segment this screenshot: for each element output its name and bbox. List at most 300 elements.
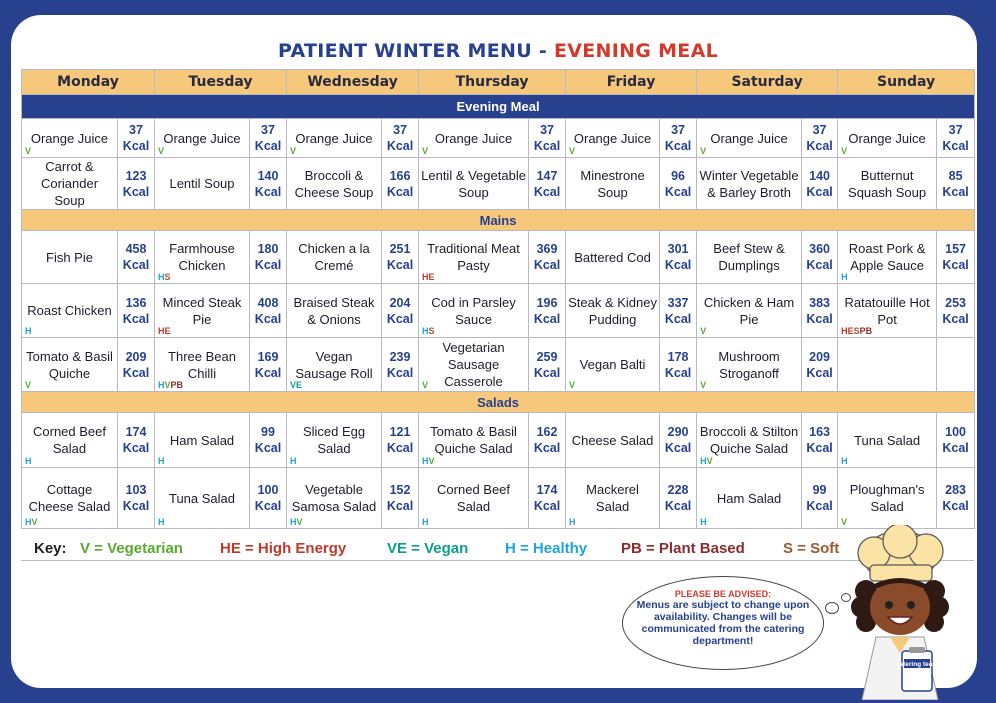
dietary-tags bbox=[290, 146, 296, 156]
section-evening-meal-row bbox=[22, 95, 975, 119]
menu-item-name: Broccoli & Stilton Quiche Salad bbox=[699, 424, 799, 456]
menu-item-name: Farmhouse Chicken bbox=[169, 241, 235, 273]
day-header: Tuesday bbox=[155, 70, 287, 95]
menu-item-name: Orange Juice bbox=[710, 130, 788, 146]
kcal-value: 174 bbox=[125, 425, 147, 439]
section-salads: Salads bbox=[22, 392, 975, 413]
menu-item-name: Carrot & Coriander Soup bbox=[40, 159, 99, 208]
kcal-unit: Kcal bbox=[386, 365, 414, 380]
menu-item-name: Three Bean Chilli bbox=[168, 348, 236, 381]
kcal-cell bbox=[382, 468, 419, 529]
menu-title bbox=[0, 40, 996, 62]
dietary-tag-h: H bbox=[422, 326, 429, 336]
menu-row bbox=[22, 468, 975, 529]
kcal-value: 140 bbox=[257, 168, 279, 183]
kcal-cell bbox=[660, 119, 697, 158]
menu-item-name: Orange Juice bbox=[848, 130, 926, 146]
kcal-cell bbox=[250, 231, 287, 284]
menu-item bbox=[697, 231, 802, 284]
kcal-cell bbox=[118, 468, 155, 529]
kcal-value: 123 bbox=[125, 168, 147, 183]
menu-table bbox=[21, 69, 975, 529]
kcal-unit: Kcal bbox=[533, 441, 561, 455]
dietary-tag-v: V bbox=[569, 146, 576, 156]
kcal-cell bbox=[802, 413, 838, 468]
menu-item-name: Chicken & Ham Pie bbox=[703, 294, 795, 327]
kcal-cell bbox=[250, 158, 287, 210]
menu-item bbox=[697, 338, 802, 392]
menu-item bbox=[22, 468, 118, 529]
kcal-unit: Kcal bbox=[806, 258, 833, 272]
dietary-tags bbox=[422, 326, 435, 336]
menu-item bbox=[566, 468, 660, 529]
dietary-tags bbox=[158, 146, 164, 156]
key-plant-based: PB = Plant Based bbox=[621, 540, 745, 557]
menu-item bbox=[287, 231, 382, 284]
dietary-tag-s: S bbox=[164, 272, 171, 282]
dietary-tag-h: H bbox=[158, 272, 165, 282]
dietary-tag-h: H bbox=[158, 380, 165, 390]
day-header: Friday bbox=[566, 70, 697, 95]
menu-item-name: Orange Juice bbox=[163, 130, 241, 146]
menu-item bbox=[838, 413, 937, 468]
kcal-cell bbox=[250, 413, 287, 468]
kcal-cell bbox=[118, 158, 155, 210]
dietary-tags bbox=[25, 380, 31, 390]
dietary-tags bbox=[290, 517, 303, 527]
kcal-value: 152 bbox=[389, 483, 411, 497]
key-healthy: H = Healthy bbox=[505, 540, 588, 557]
menu-row bbox=[22, 119, 975, 158]
menu-item-name: Roast Chicken bbox=[27, 303, 112, 318]
kcal-unit: Kcal bbox=[386, 184, 414, 199]
menu-item-name: Mushroom Stroganoff bbox=[718, 348, 780, 381]
menu-item bbox=[697, 284, 802, 338]
dietary-tag-h: H bbox=[25, 326, 32, 336]
key-soft: S = Soft bbox=[783, 540, 840, 557]
dietary-key bbox=[21, 538, 974, 561]
kcal-cell bbox=[529, 468, 566, 529]
dietary-tag-v: V bbox=[25, 146, 32, 156]
kcal-unit: Kcal bbox=[254, 184, 282, 199]
kcal-cell bbox=[802, 231, 838, 284]
menu-item bbox=[838, 158, 937, 210]
kcal-cell bbox=[250, 338, 287, 392]
chef-illustration bbox=[838, 525, 968, 700]
menu-item bbox=[155, 284, 250, 338]
menu-item-name: Vegetarian Sausage Casserole bbox=[442, 340, 505, 389]
dietary-tag-v: V bbox=[31, 517, 38, 527]
kcal-cell bbox=[937, 284, 975, 338]
dietary-tags bbox=[700, 146, 706, 156]
menu-item-name: Steak & Kidney Pudding bbox=[568, 294, 657, 327]
kcal-value: 100 bbox=[257, 483, 279, 497]
key-vegan: VE = Vegan bbox=[387, 540, 469, 557]
kcal-value: 196 bbox=[536, 295, 558, 310]
menu-title-main: PATIENT WINTER MENU - bbox=[278, 40, 554, 62]
menu-item-name: Chicken a la Cremé bbox=[298, 241, 370, 273]
dietary-tags bbox=[422, 380, 428, 390]
kcal-cell bbox=[802, 468, 838, 529]
kcal-cell bbox=[529, 119, 566, 158]
kcal-unit: Kcal bbox=[122, 441, 150, 455]
kcal-unit: Kcal bbox=[664, 365, 692, 380]
kcal-unit: Kcal bbox=[254, 499, 282, 513]
menu-item-name: Corned Beef Salad bbox=[437, 482, 511, 514]
kcal-value: 147 bbox=[536, 168, 558, 183]
dietary-tags bbox=[569, 517, 576, 527]
kcal-unit: Kcal bbox=[254, 311, 282, 326]
kcal-unit: Kcal bbox=[533, 499, 561, 513]
kcal-value: 301 bbox=[667, 242, 689, 256]
menu-title-meal: EVENING MEAL bbox=[553, 40, 718, 62]
dietary-tags bbox=[700, 517, 707, 527]
menu-item-name: Fish Pie bbox=[46, 249, 93, 265]
menu-item bbox=[838, 231, 937, 284]
catering-team-clipboard-icon bbox=[902, 647, 932, 691]
kcal-unit: Kcal bbox=[533, 258, 561, 272]
kcal-value: 458 bbox=[125, 242, 147, 256]
menu-item-name: Cheese Salad bbox=[571, 432, 654, 448]
dietary-tag-h: H bbox=[569, 517, 576, 527]
kcal-cell bbox=[118, 231, 155, 284]
dietary-tag-v: V bbox=[290, 146, 297, 156]
kcal-unit: Kcal bbox=[386, 311, 414, 326]
kcal-value: 174 bbox=[536, 483, 558, 497]
kcal-value: 251 bbox=[389, 242, 411, 256]
kcal-unit: Kcal bbox=[942, 184, 969, 199]
dietary-tag-h: H bbox=[422, 517, 429, 527]
kcal-unit: Kcal bbox=[122, 139, 150, 153]
menu-item bbox=[697, 158, 802, 210]
kcal-unit: Kcal bbox=[386, 139, 414, 153]
dietary-tag-pb: PB bbox=[859, 326, 873, 336]
menu-item bbox=[419, 338, 529, 392]
kcal-value: 99 bbox=[812, 483, 827, 497]
menu-item bbox=[155, 231, 250, 284]
dietary-tags bbox=[422, 456, 435, 466]
kcal-cell bbox=[660, 413, 697, 468]
dietary-tags bbox=[841, 456, 848, 466]
dietary-tag-v: V bbox=[158, 146, 165, 156]
kcal-cell bbox=[118, 119, 155, 158]
menu-item-name: Tuna Salad bbox=[854, 432, 921, 448]
kcal-unit: Kcal bbox=[533, 311, 561, 326]
kcal-unit: Kcal bbox=[254, 258, 282, 272]
kcal-value: 37 bbox=[393, 123, 407, 137]
kcal-cell bbox=[250, 119, 287, 158]
kcal-cell bbox=[937, 119, 975, 158]
kcal-value: 166 bbox=[389, 168, 411, 183]
dietary-tag-v: V bbox=[569, 380, 576, 390]
kcal-cell bbox=[660, 158, 697, 210]
menu-item-name: Ham Salad bbox=[716, 490, 782, 506]
day-header-row bbox=[22, 70, 975, 95]
kcal-cell bbox=[382, 338, 419, 392]
menu-item-name: Tomato & Basil Quiche bbox=[26, 348, 113, 381]
menu-item bbox=[155, 413, 250, 468]
kcal-unit: Kcal bbox=[806, 139, 833, 153]
kcal-unit: Kcal bbox=[806, 365, 833, 380]
menu-item bbox=[287, 284, 382, 338]
menu-row bbox=[22, 413, 975, 468]
kcal-value: 100 bbox=[945, 425, 966, 439]
menu-item-name: Corned Beef Salad bbox=[33, 424, 106, 456]
kcal-value: 253 bbox=[945, 295, 966, 310]
kcal-unit: Kcal bbox=[254, 139, 282, 153]
menu-item bbox=[566, 413, 660, 468]
menu-item bbox=[287, 413, 382, 468]
menu-item-name: Lentil Soup bbox=[169, 176, 235, 191]
menu-item-name: Sliced Egg Salad bbox=[302, 424, 366, 456]
menu-item bbox=[155, 338, 250, 392]
dietary-tag-v: V bbox=[700, 326, 707, 336]
menu-item bbox=[155, 119, 250, 158]
menu-item-name: Braised Steak & Onions bbox=[293, 294, 375, 327]
kcal-unit: Kcal bbox=[806, 441, 833, 455]
kcal-value: 37 bbox=[671, 123, 685, 137]
menu-item bbox=[697, 413, 802, 468]
dietary-tags bbox=[700, 380, 706, 390]
dietary-tags bbox=[700, 326, 706, 336]
kcal-unit: Kcal bbox=[942, 311, 969, 326]
menu-item bbox=[838, 468, 937, 529]
dietary-tag-h: H bbox=[700, 456, 707, 466]
kcal-cell bbox=[937, 468, 975, 529]
menu-item bbox=[566, 119, 660, 158]
kcal-unit: Kcal bbox=[806, 184, 833, 199]
kcal-cell bbox=[529, 158, 566, 210]
dietary-tags bbox=[25, 517, 38, 527]
kcal-unit: Kcal bbox=[254, 365, 282, 380]
menu-item bbox=[419, 231, 529, 284]
menu-item bbox=[566, 284, 660, 338]
dietary-tags bbox=[290, 380, 302, 390]
kcal-unit: Kcal bbox=[386, 499, 414, 513]
dietary-tags bbox=[422, 517, 429, 527]
kcal-value: 239 bbox=[389, 349, 411, 364]
menu-item bbox=[419, 468, 529, 529]
kcal-cell bbox=[529, 284, 566, 338]
kcal-cell bbox=[118, 284, 155, 338]
dietary-tag-v: V bbox=[841, 146, 848, 156]
dietary-tag-v: V bbox=[164, 380, 171, 390]
dietary-tags bbox=[158, 326, 171, 336]
kcal-unit: Kcal bbox=[122, 258, 150, 272]
kcal-value: 383 bbox=[809, 295, 830, 310]
menu-item-name: Lentil & Vegetable Soup bbox=[421, 167, 526, 200]
menu-item bbox=[419, 284, 529, 338]
menu-item bbox=[419, 413, 529, 468]
key-label: Key: bbox=[34, 540, 67, 557]
dietary-tags bbox=[158, 517, 165, 527]
dietary-tag-h: H bbox=[290, 517, 297, 527]
menu-item-name: Beef Stew & Dumplings bbox=[713, 241, 785, 273]
kcal-unit: Kcal bbox=[533, 184, 561, 199]
dietary-tag-v: V bbox=[422, 380, 429, 390]
kcal-cell bbox=[250, 468, 287, 529]
kcal-value: 178 bbox=[667, 349, 689, 364]
dietary-tag-h: H bbox=[700, 517, 707, 527]
menu-item-name: Orange Juice bbox=[573, 130, 652, 146]
kcal-unit: Kcal bbox=[664, 139, 692, 153]
menu-item-name: Minestrone Soup bbox=[580, 167, 645, 200]
menu-item-name: Ratatouille Hot Pot bbox=[844, 294, 930, 327]
dietary-tags bbox=[158, 272, 171, 282]
kcal-cell bbox=[382, 284, 419, 338]
dietary-tags bbox=[25, 456, 32, 466]
kcal-value: 337 bbox=[667, 295, 689, 310]
kcal-cell bbox=[802, 284, 838, 338]
menu-item-name: Orange Juice bbox=[30, 130, 109, 146]
menu-item bbox=[287, 468, 382, 529]
dietary-tags bbox=[290, 456, 297, 466]
kcal-value: 180 bbox=[257, 242, 279, 256]
kcal-cell bbox=[529, 231, 566, 284]
kcal-cell bbox=[382, 413, 419, 468]
kcal-unit: Kcal bbox=[122, 365, 150, 380]
menu-item bbox=[566, 231, 660, 284]
advisory-bubble bbox=[622, 576, 824, 670]
menu-item-name: Vegetable Samosa Salad bbox=[291, 482, 377, 514]
kcal-cell bbox=[802, 158, 838, 210]
dietary-tag-v: V bbox=[700, 146, 707, 156]
menu-item bbox=[697, 468, 802, 529]
dietary-tags bbox=[841, 272, 848, 282]
kcal-value: 37 bbox=[948, 123, 963, 137]
chef-badge-label: catering team bbox=[895, 661, 939, 668]
section-mains: Mains bbox=[22, 210, 975, 231]
kcal-value: 140 bbox=[809, 168, 830, 183]
menu-row bbox=[22, 338, 975, 392]
kcal-value: 121 bbox=[389, 425, 411, 439]
menu-item bbox=[697, 119, 802, 158]
dietary-tag-ve: VE bbox=[290, 380, 303, 390]
kcal-value: 209 bbox=[125, 349, 147, 364]
day-header: Saturday bbox=[697, 70, 838, 95]
day-header: Wednesday bbox=[287, 70, 419, 95]
kcal-cell bbox=[382, 231, 419, 284]
dietary-tag-v: V bbox=[296, 517, 303, 527]
menu-item-name: Traditional Meat Pasty bbox=[427, 241, 520, 273]
kcal-cell bbox=[382, 158, 419, 210]
dietary-tags bbox=[422, 272, 435, 282]
kcal-value: 37 bbox=[812, 123, 827, 137]
menu-item-name: Vegan Balti bbox=[579, 357, 646, 372]
kcal-unit: Kcal bbox=[806, 499, 833, 513]
dietary-tag-h: H bbox=[158, 517, 165, 527]
menu-item-name: Winter Vegetable & Barley Broth bbox=[699, 167, 799, 200]
kcal-value: 96 bbox=[671, 168, 685, 183]
kcal-unit: Kcal bbox=[254, 441, 282, 455]
menu-item-name: Vegan Sausage Roll bbox=[295, 348, 373, 381]
dietary-tag-h: H bbox=[158, 456, 165, 466]
kcal-cell bbox=[529, 338, 566, 392]
menu-item bbox=[419, 158, 529, 210]
menu-item bbox=[838, 338, 937, 392]
dietary-tag-s: S bbox=[853, 326, 860, 336]
menu-item-name: Butternut Squash Soup bbox=[848, 167, 927, 200]
kcal-unit: Kcal bbox=[664, 499, 692, 513]
menu-item-name: Orange Juice bbox=[295, 130, 373, 146]
kcal-cell bbox=[660, 468, 697, 529]
menu-item-name: Roast Pork & Apple Sauce bbox=[848, 241, 926, 273]
kcal-cell bbox=[937, 413, 975, 468]
dietary-tag-v: V bbox=[422, 146, 429, 156]
kcal-value: 408 bbox=[257, 295, 279, 310]
dietary-tags bbox=[422, 146, 428, 156]
kcal-unit: Kcal bbox=[942, 441, 969, 455]
dietary-tag-he: HE bbox=[158, 326, 171, 336]
dietary-tag-h: H bbox=[841, 272, 848, 282]
menu-row bbox=[22, 158, 975, 210]
dietary-tag-he: HE bbox=[422, 272, 435, 282]
dietary-tag-v: V bbox=[706, 456, 713, 466]
advisory-heading: PLEASE BE ADVISED: bbox=[674, 589, 772, 599]
menu-item bbox=[155, 468, 250, 529]
menu-item bbox=[566, 338, 660, 392]
dietary-tag-h: H bbox=[25, 456, 32, 466]
menu-item-name: Broccoli & Cheese Soup bbox=[294, 167, 374, 200]
kcal-value: 360 bbox=[809, 242, 830, 256]
menu-item-name: Cod in Parsley Sauce bbox=[431, 294, 516, 327]
kcal-value: 259 bbox=[536, 349, 558, 364]
kcal-value: 37 bbox=[261, 123, 275, 137]
kcal-cell bbox=[250, 284, 287, 338]
dietary-tags bbox=[841, 326, 872, 336]
kcal-unit: Kcal bbox=[664, 441, 692, 455]
kcal-cell bbox=[937, 158, 975, 210]
menu-item bbox=[22, 284, 118, 338]
kcal-unit: Kcal bbox=[533, 139, 561, 153]
thought-dot bbox=[825, 602, 839, 614]
menu-item bbox=[22, 231, 118, 284]
kcal-value: 162 bbox=[536, 425, 558, 439]
kcal-unit: Kcal bbox=[122, 184, 150, 199]
dietary-tag-v: V bbox=[25, 380, 32, 390]
kcal-value: 37 bbox=[129, 123, 143, 137]
kcal-unit: Kcal bbox=[386, 258, 414, 272]
menu-row bbox=[22, 231, 975, 284]
dietary-tag-v: V bbox=[428, 456, 435, 466]
kcal-value: 37 bbox=[540, 123, 554, 137]
kcal-cell bbox=[802, 338, 838, 392]
section-salads-row bbox=[22, 392, 975, 413]
menu-item-name: Ploughman's Salad bbox=[849, 482, 925, 514]
kcal-value: 136 bbox=[125, 295, 147, 310]
dietary-tags bbox=[841, 146, 847, 156]
section-mains-row bbox=[22, 210, 975, 231]
dietary-tags bbox=[569, 380, 575, 390]
menu-item bbox=[22, 119, 118, 158]
kcal-unit: Kcal bbox=[664, 258, 692, 272]
kcal-cell bbox=[660, 231, 697, 284]
dietary-tag-h: H bbox=[25, 517, 32, 527]
menu-item-name: Mackerel Salad bbox=[586, 482, 639, 514]
menu-item bbox=[22, 338, 118, 392]
chef-hat-icon bbox=[858, 525, 943, 583]
menu-item bbox=[838, 119, 937, 158]
kcal-value: 157 bbox=[945, 242, 966, 256]
kcal-value: 85 bbox=[948, 168, 963, 183]
kcal-value: 99 bbox=[261, 425, 275, 439]
menu-row bbox=[22, 284, 975, 338]
kcal-cell bbox=[802, 119, 838, 158]
dietary-tag-s: S bbox=[428, 326, 435, 336]
menu-item bbox=[419, 119, 529, 158]
kcal-unit: Kcal bbox=[386, 441, 414, 455]
kcal-value: 204 bbox=[389, 295, 411, 310]
